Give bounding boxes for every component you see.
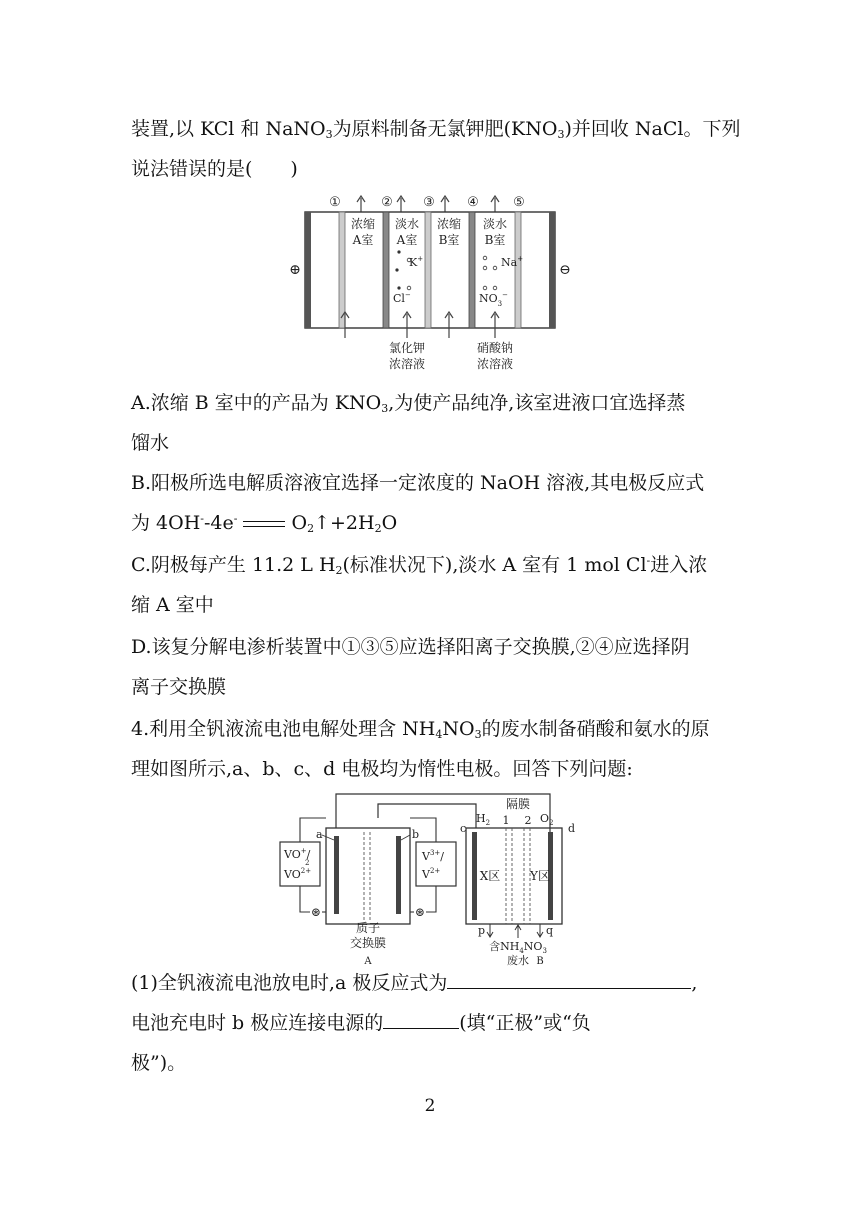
room-label: 淡水 (394, 217, 420, 231)
membrane-title: 隔膜 (505, 797, 531, 811)
membrane-1-label: 1 (502, 814, 510, 827)
room-label: A室 (352, 233, 374, 247)
caption-b: B (536, 956, 544, 967)
membrane-number-3: ③ (423, 195, 435, 210)
page-number: 2 (424, 1096, 436, 1116)
option-d-line-1: D.该复分解电渗析装置中①③⑤应选择阳离子交换膜,②④应选择阴 (131, 636, 690, 658)
membrane-1 (339, 212, 345, 328)
membrane-number-4: ④ (467, 195, 479, 210)
q4-1-line-2: 电池充电时 b 极应连接电源的 (填“正极”或“负 (131, 1012, 591, 1034)
pump-right: ⊛ (414, 905, 426, 919)
tank-left-species-2: $VO^{2+}$ (284, 867, 312, 881)
label-b: b (412, 828, 420, 841)
intro-line-2: 说法错误的是( ) (131, 158, 298, 180)
membrane-2 (383, 212, 389, 328)
option-a-line-1: A.浓缩 B 室中的产品为 $KNO_3$,为使产品纯净,该室进液口宜选择蒸 (131, 392, 686, 415)
answer-blank-2[interactable] (383, 1010, 459, 1029)
o2-label: $O_2$ (540, 812, 554, 827)
feed-kcl: 氯化钾 (388, 341, 426, 355)
outlet-q: q (546, 924, 554, 937)
intro-line-1: 装置,以 KCl 和 NaNO$_3$为原料制备无氯钾肥$(KNO_3)$并回收 NaCl。下列 (131, 118, 741, 141)
room-label: 淡水 (482, 217, 508, 231)
option-c-line-2: 缩 A 室中 (131, 594, 214, 616)
feed-nano3: 浓溶液 (476, 357, 514, 371)
answer-blank-1[interactable] (447, 970, 691, 989)
room-label: B室 (484, 233, 506, 247)
electrode-b (396, 836, 401, 914)
membrane-3 (425, 212, 431, 328)
electrode-c (472, 832, 477, 920)
membrane-number-1: ① (329, 195, 341, 210)
waste-water-label: 废水 (507, 954, 529, 967)
h2-label: $H_2$ (476, 812, 491, 827)
membrane-number-5: ⑤ (513, 195, 525, 210)
membrane-5 (515, 212, 521, 328)
x-zone: X区 (479, 869, 501, 883)
ion-cl: Cl− (393, 291, 411, 305)
flow-battery-figure (278, 792, 588, 968)
room-label: 浓缩 (350, 217, 376, 231)
outlet-p: p (478, 924, 486, 937)
q4-1-line-3: 极”)。 (131, 1052, 187, 1074)
q4-line-2: 理如图所示,a、b、c、d 电极均为惰性电极。回答下列问题: (131, 758, 633, 780)
option-d-line-2: 离子交换膜 (131, 676, 227, 698)
electrodialysis-figure (283, 190, 575, 376)
membrane-2-label: 2 (524, 814, 532, 827)
tank-left-species-sub: 2 (305, 859, 310, 867)
anode-sign: ⊕ (289, 262, 301, 278)
feed-kcl: 浓溶液 (388, 357, 426, 371)
membrane-number-2: ② (381, 195, 393, 210)
pump-left: ⊛ (310, 905, 322, 919)
ion-na: Na+ (501, 255, 524, 269)
electrode-a (334, 836, 339, 914)
label-a: a (316, 828, 323, 841)
tank-left-species-1: VO+/ (284, 847, 311, 861)
q4-1-line-1: (1)全钒液流电池放电时,a 极反应式为 , (131, 972, 698, 994)
q4-line-1: 4.利用全钒液流电池电解处理含 $NH_4NO_3$的废水制备硝酸和氨水的原 (131, 718, 710, 741)
option-b-line-1: B.阳极所选电解质溶液宜选择一定浓度的 NaOH 溶液,其电极反应式 (131, 472, 705, 494)
room-label: 浓缩 (436, 217, 462, 231)
cathode-plate (549, 212, 555, 328)
tank-right-species-2: $V^{2+}$ (422, 867, 441, 881)
option-b-line-2: 为 4OH--4e- $O_2↑+2H_2O$ (131, 512, 398, 535)
label-c: c (460, 822, 467, 835)
ion-k: K+ (409, 255, 424, 269)
proton-membrane-label: 质子 (355, 921, 381, 935)
room-label: B室 (438, 233, 460, 247)
membrane-4 (469, 212, 475, 328)
anode-plate (305, 212, 311, 328)
feed-nano3: 硝酸钠 (476, 341, 514, 355)
room-label: A室 (396, 233, 418, 247)
option-a-line-2: 馏水 (131, 432, 170, 454)
proton-membrane-label: 交换膜 (349, 936, 387, 950)
ion-no3: $NO_3^-$ (479, 291, 508, 308)
waste-water-label: 含$NH_4NO_3$ (489, 940, 547, 955)
cathode-sign: ⊖ (559, 262, 571, 278)
y-zone: Y区 (530, 869, 550, 883)
option-c-line-1: C.阴极每产生 11.2 L $H_2$(标准状况下),淡水 A 室有 1 mol Cl-进入浓 (131, 554, 708, 577)
tank-right-species-1: $V^{3+}/$ (422, 849, 444, 863)
caption-a: A (364, 956, 372, 967)
label-d: d (568, 822, 576, 835)
equals-sign (243, 521, 285, 527)
